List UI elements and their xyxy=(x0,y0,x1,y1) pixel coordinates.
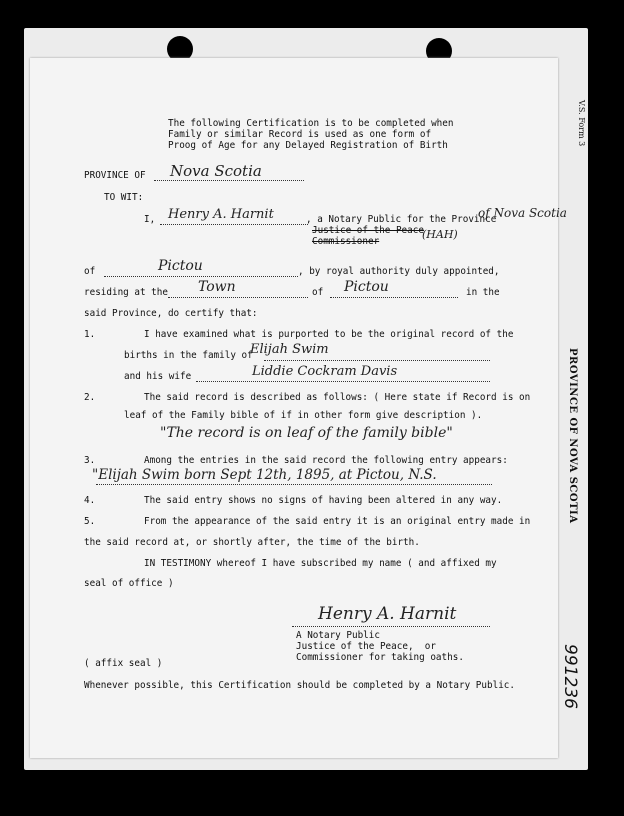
i-label: I, xyxy=(144,214,156,225)
form-code: V.S. Form 3 xyxy=(577,100,586,147)
signature-line xyxy=(292,626,490,627)
of2-label: of xyxy=(312,287,324,298)
certificate-page xyxy=(30,58,558,758)
item-2-text-b: leaf of the Family bible of if in other form give description ). xyxy=(124,410,483,421)
affix-seal: ( affix seal ) xyxy=(84,658,163,669)
in-the: in the xyxy=(466,287,500,298)
testimony-line-1: IN TESTIMONY whereof I have subscribed my name ( and affixed my xyxy=(144,558,497,569)
side-label: PROVINCE OF NOVA SCOTIA xyxy=(567,348,578,524)
heading-line-2: Family or similar Record is used as one form of xyxy=(168,129,432,140)
fill-line xyxy=(330,297,458,298)
justice-mark: (HAH) xyxy=(422,228,458,241)
item-1-text-b: births in the family of xyxy=(124,350,253,361)
item-3-text: Among the entries in the said record the following entry appears: xyxy=(144,455,508,466)
item-5-number: 5. xyxy=(84,516,96,527)
of-label: of xyxy=(84,266,96,277)
sig-title-2: Justice of the Peace, or xyxy=(296,641,436,652)
province-value: Nova Scotia xyxy=(170,162,262,180)
fill-line xyxy=(168,297,308,298)
footer-note: Whenever possible, this Certification should be completed by a Notary Public. xyxy=(84,680,515,691)
of-value: Pictou xyxy=(158,258,203,274)
sig-title-1: A Notary Public xyxy=(296,630,380,641)
fill-line xyxy=(264,360,490,361)
fill-line xyxy=(96,484,492,485)
item-5-text-b: the said record at, or shortly after, the time of the birth. xyxy=(84,537,420,548)
wife-value: Liddie Cockram Davis xyxy=(252,364,398,379)
to-wit: TO WIT: xyxy=(104,192,144,203)
record-description: "The record is on leaf of the family bible" xyxy=(160,425,453,441)
item-1-number: 1. xyxy=(84,329,96,340)
item-4-number: 4. xyxy=(84,495,96,506)
residing-value: Town xyxy=(198,279,236,295)
signer-name: Henry A. Harnit xyxy=(168,207,274,222)
commissioner-line: Commissioner xyxy=(312,236,380,247)
heading-line-1: The following Certification is to be completed when xyxy=(168,118,454,129)
wife-label: and his wife xyxy=(124,371,192,382)
testimony-line-2: seal of office ) xyxy=(84,578,174,589)
fill-line xyxy=(154,180,304,181)
fill-line xyxy=(160,224,308,225)
item-2-number: 2. xyxy=(84,392,96,403)
item-5-text: From the appearance of the said entry it is an original entry made in xyxy=(144,516,531,527)
fill-line xyxy=(196,381,490,382)
fill-line xyxy=(104,276,298,277)
notary-handwritten: of Nova Scotia xyxy=(478,206,567,220)
item-3-number: 3. xyxy=(84,455,96,466)
province-label: PROVINCE OF xyxy=(84,170,146,181)
residing-label: residing at the xyxy=(84,287,168,298)
said-province: said Province, do certify that: xyxy=(84,308,258,319)
notary-line: , a Notary Public for the Province xyxy=(306,214,497,225)
item-2-text: The said record is described as follows: ( Here state if Record is on xyxy=(144,392,531,403)
entry-value: "Elijah Swim born Sept 12th, 1895, at Pictou, N.S. xyxy=(92,467,437,483)
item-4-text: The said entry shows no signs of having been altered in any way. xyxy=(144,495,503,506)
sig-title-3: Commissioner for taking oaths. xyxy=(296,652,464,663)
justice-line: Justice of the Peace xyxy=(312,225,424,236)
signature: Henry A. Harnit xyxy=(318,604,457,624)
item-1-text: I have examined what is purported to be the original record of the xyxy=(144,329,514,340)
heading-line-3: Proog of Age for any Delayed Registration of Birth xyxy=(168,140,448,151)
family-of-value: Elijah Swim xyxy=(250,342,329,357)
stamp-number: 991236 xyxy=(560,644,580,709)
royal-text: , by royal authority duly appointed, xyxy=(298,266,500,277)
of2-value: Pictou xyxy=(344,279,389,295)
